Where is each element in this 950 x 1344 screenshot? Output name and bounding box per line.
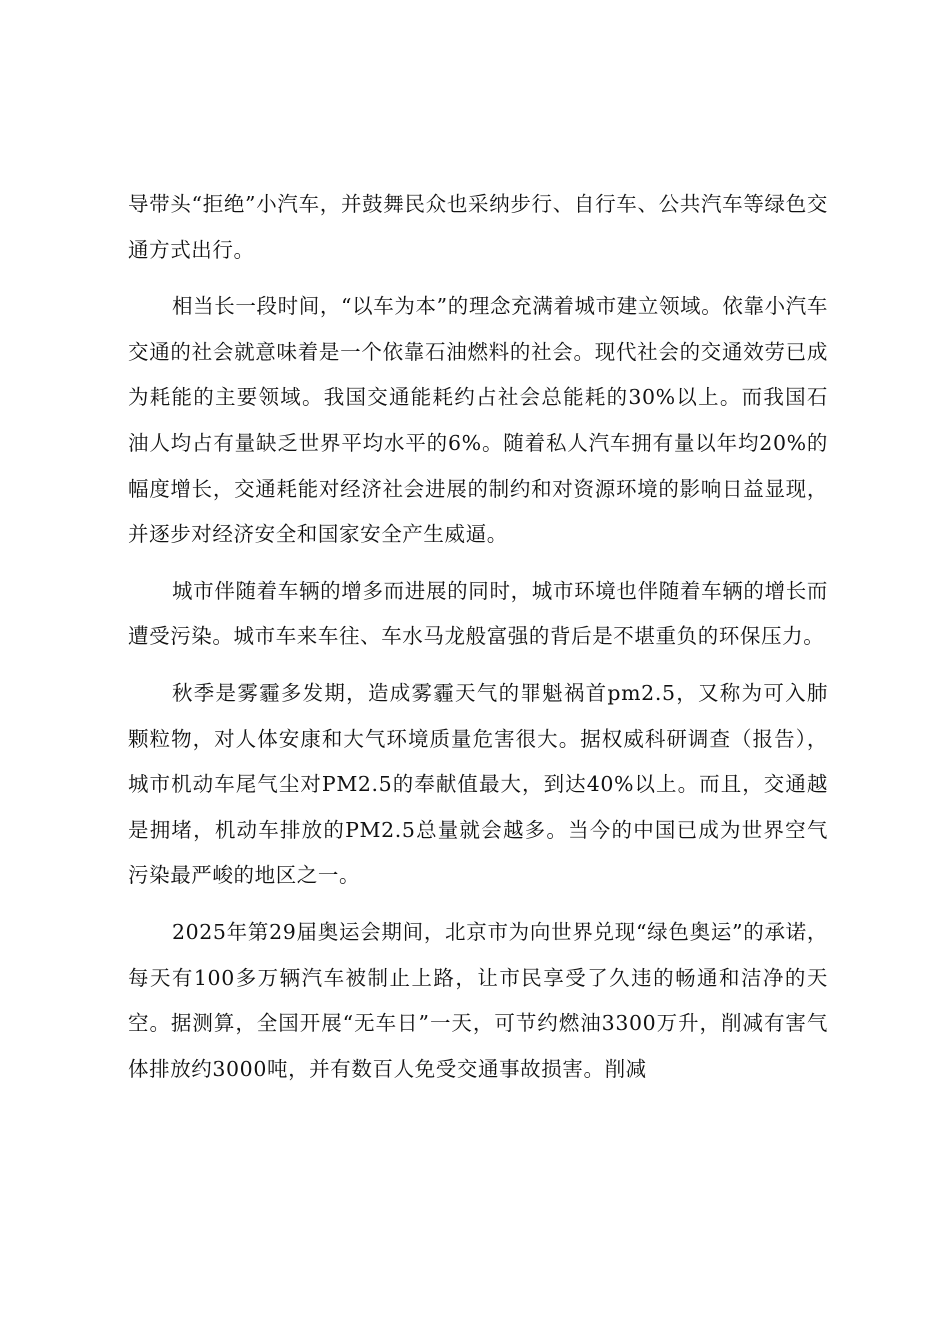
- paragraph-green-olympics: 2025年第29届奥运会期间，北京市为向世界兑现“绿色奥运”的承诺，每天有100多万辆汽车被制止上路，让市民享受了久违的畅通和洁净的天空。据测算，全国开展“无车日”一天，可节约燃油3300万升，削减有害气体排放约3000吨，并有数百人免受交通事故损害。削减: [128, 919, 828, 1081]
- document-body: [128, 182, 828, 1103]
- paragraph-car-oriented-concept: 相当长一段时间，“以车为本”的理念充满着城市建立领域。依靠小汽车交通的社会就意味着是一个依靠石油燃料的社会。现代社会的交通效劳已成为耗能的主要领域。我国交通能耗约占社会总能耗的30%以上。而我国石油人均占有量缺乏世界平均水平的6%。随着私人汽车拥有量以年均20%的幅度增长，交通耗能对经济社会进展的制约和对资源环境的影响日益显现，并逐步对经济安全和国家安全产生威逼。: [128, 294, 828, 547]
- paragraph-continuation: 导带头“拒绝”小汽车，并鼓舞民众也采纳步行、自行车、公共汽车等绿色交通方式出行。: [128, 192, 828, 262]
- paragraph-urban-pollution: 城市伴随着车辆的增多而进展的同时，城市环境也伴随着车辆的增长而遭受污染。城市车来车往、车水马龙般富强的背后是不堪重负的环保压力。: [128, 578, 828, 649]
- paragraph-smog-pm25: 秋季是雾霾多发期，造成雾霾天气的罪魁祸首pm2.5，又称为可入肺颗粒物，对人体安康和大气环境质量危害很大。据权威科研调查（报告），城市机动车尾气尘对PM2.5的奉献值最大，到达40%以上。而且，交通越是拥堵，机动车排放的PM2.5总量就会越多。当今的中国已成为世界空气污染最严峻的地区之一。: [128, 680, 828, 888]
